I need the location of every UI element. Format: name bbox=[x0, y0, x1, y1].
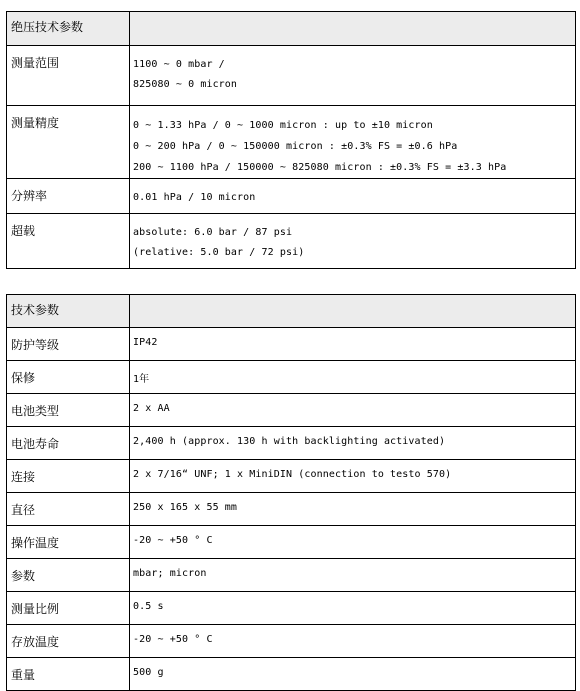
table-row bbox=[7, 214, 576, 269]
table-header-value bbox=[130, 295, 576, 328]
spec-label: 防护等级 bbox=[7, 328, 130, 361]
spec-label: 重量 bbox=[7, 658, 130, 691]
spec-value: 0.5 s bbox=[130, 592, 576, 625]
spec-label: 测量精度 bbox=[7, 106, 130, 179]
spec-value: 2,400 h (approx. 130 h with backlighting activated) bbox=[130, 427, 576, 460]
spec-label: 保修 bbox=[7, 361, 130, 394]
spec-value bbox=[130, 106, 576, 179]
table-row bbox=[7, 526, 576, 559]
spec-value-line: 1100 ~ 0 mbar / bbox=[133, 59, 225, 70]
spec-value-line: 0.01 hPa / 10 micron bbox=[133, 192, 256, 203]
table-row bbox=[7, 179, 576, 214]
table-row bbox=[7, 658, 576, 691]
spec-label: 电池类型 bbox=[7, 394, 130, 427]
spec-label: 测量范围 bbox=[7, 46, 130, 106]
spec-value-line: 0 ~ 1.33 hPa / 0 ~ 1000 micron : up to ±10 micron bbox=[133, 120, 433, 131]
table-row bbox=[7, 427, 576, 460]
spec-label: 电池寿命 bbox=[7, 427, 130, 460]
absolute-pressure-spec-table bbox=[6, 11, 576, 269]
spec-value-line: absolute: 6.0 bar / 87 psi bbox=[133, 227, 293, 238]
spec-value: -20 ~ +50 ° C bbox=[130, 625, 576, 658]
spec-label: 操作温度 bbox=[7, 526, 130, 559]
spec-value bbox=[130, 214, 576, 269]
spec-value bbox=[130, 46, 576, 106]
spec-value: mbar; micron bbox=[130, 559, 576, 592]
spec-value-line: 200 ~ 1100 hPa / 150000 ~ 825080 micron : ±0.3% FS = ±3.3 hPa bbox=[133, 162, 507, 173]
technical-spec-table bbox=[6, 294, 576, 691]
table-row bbox=[7, 361, 576, 394]
spec-label: 参数 bbox=[7, 559, 130, 592]
table-row bbox=[7, 493, 576, 526]
spec-label: 连接 bbox=[7, 460, 130, 493]
spec-label: 测量比例 bbox=[7, 592, 130, 625]
spec-label: 直径 bbox=[7, 493, 130, 526]
table-row bbox=[7, 592, 576, 625]
table-row bbox=[7, 394, 576, 427]
spec-value: 2 x 7/16“ UNF; 1 x MiniDIN (connection to testo 570) bbox=[130, 460, 576, 493]
table-header-value bbox=[130, 12, 576, 46]
table-row bbox=[7, 460, 576, 493]
table-row bbox=[7, 625, 576, 658]
spec-value: IP42 bbox=[130, 328, 576, 361]
spec-value bbox=[130, 179, 576, 214]
spec-value: 2 x AA bbox=[130, 394, 576, 427]
table-header-row bbox=[7, 295, 576, 328]
spec-label: 存放温度 bbox=[7, 625, 130, 658]
table-title: 技术参数 bbox=[7, 295, 130, 328]
spec-label: 分辨率 bbox=[7, 179, 130, 214]
table-header-row bbox=[7, 12, 576, 46]
spec-value-line: 0 ~ 200 hPa / 0 ~ 150000 micron : ±0.3% FS = ±0.6 hPa bbox=[133, 141, 458, 152]
spec-value: 250 x 165 x 55 mm bbox=[130, 493, 576, 526]
spec-value: -20 ~ +50 ° C bbox=[130, 526, 576, 559]
spec-value: 1年 bbox=[130, 361, 576, 394]
table-row bbox=[7, 328, 576, 361]
table-title: 绝压技术参数 bbox=[7, 12, 130, 46]
table-row bbox=[7, 106, 576, 179]
spec-value: 500 g bbox=[130, 658, 576, 691]
spec-label: 超载 bbox=[7, 214, 130, 269]
spec-value-line: 825080 ~ 0 micron bbox=[133, 79, 238, 90]
spec-value-line: (relative: 5.0 bar / 72 psi) bbox=[133, 247, 305, 258]
table-row bbox=[7, 559, 576, 592]
table-row bbox=[7, 46, 576, 106]
